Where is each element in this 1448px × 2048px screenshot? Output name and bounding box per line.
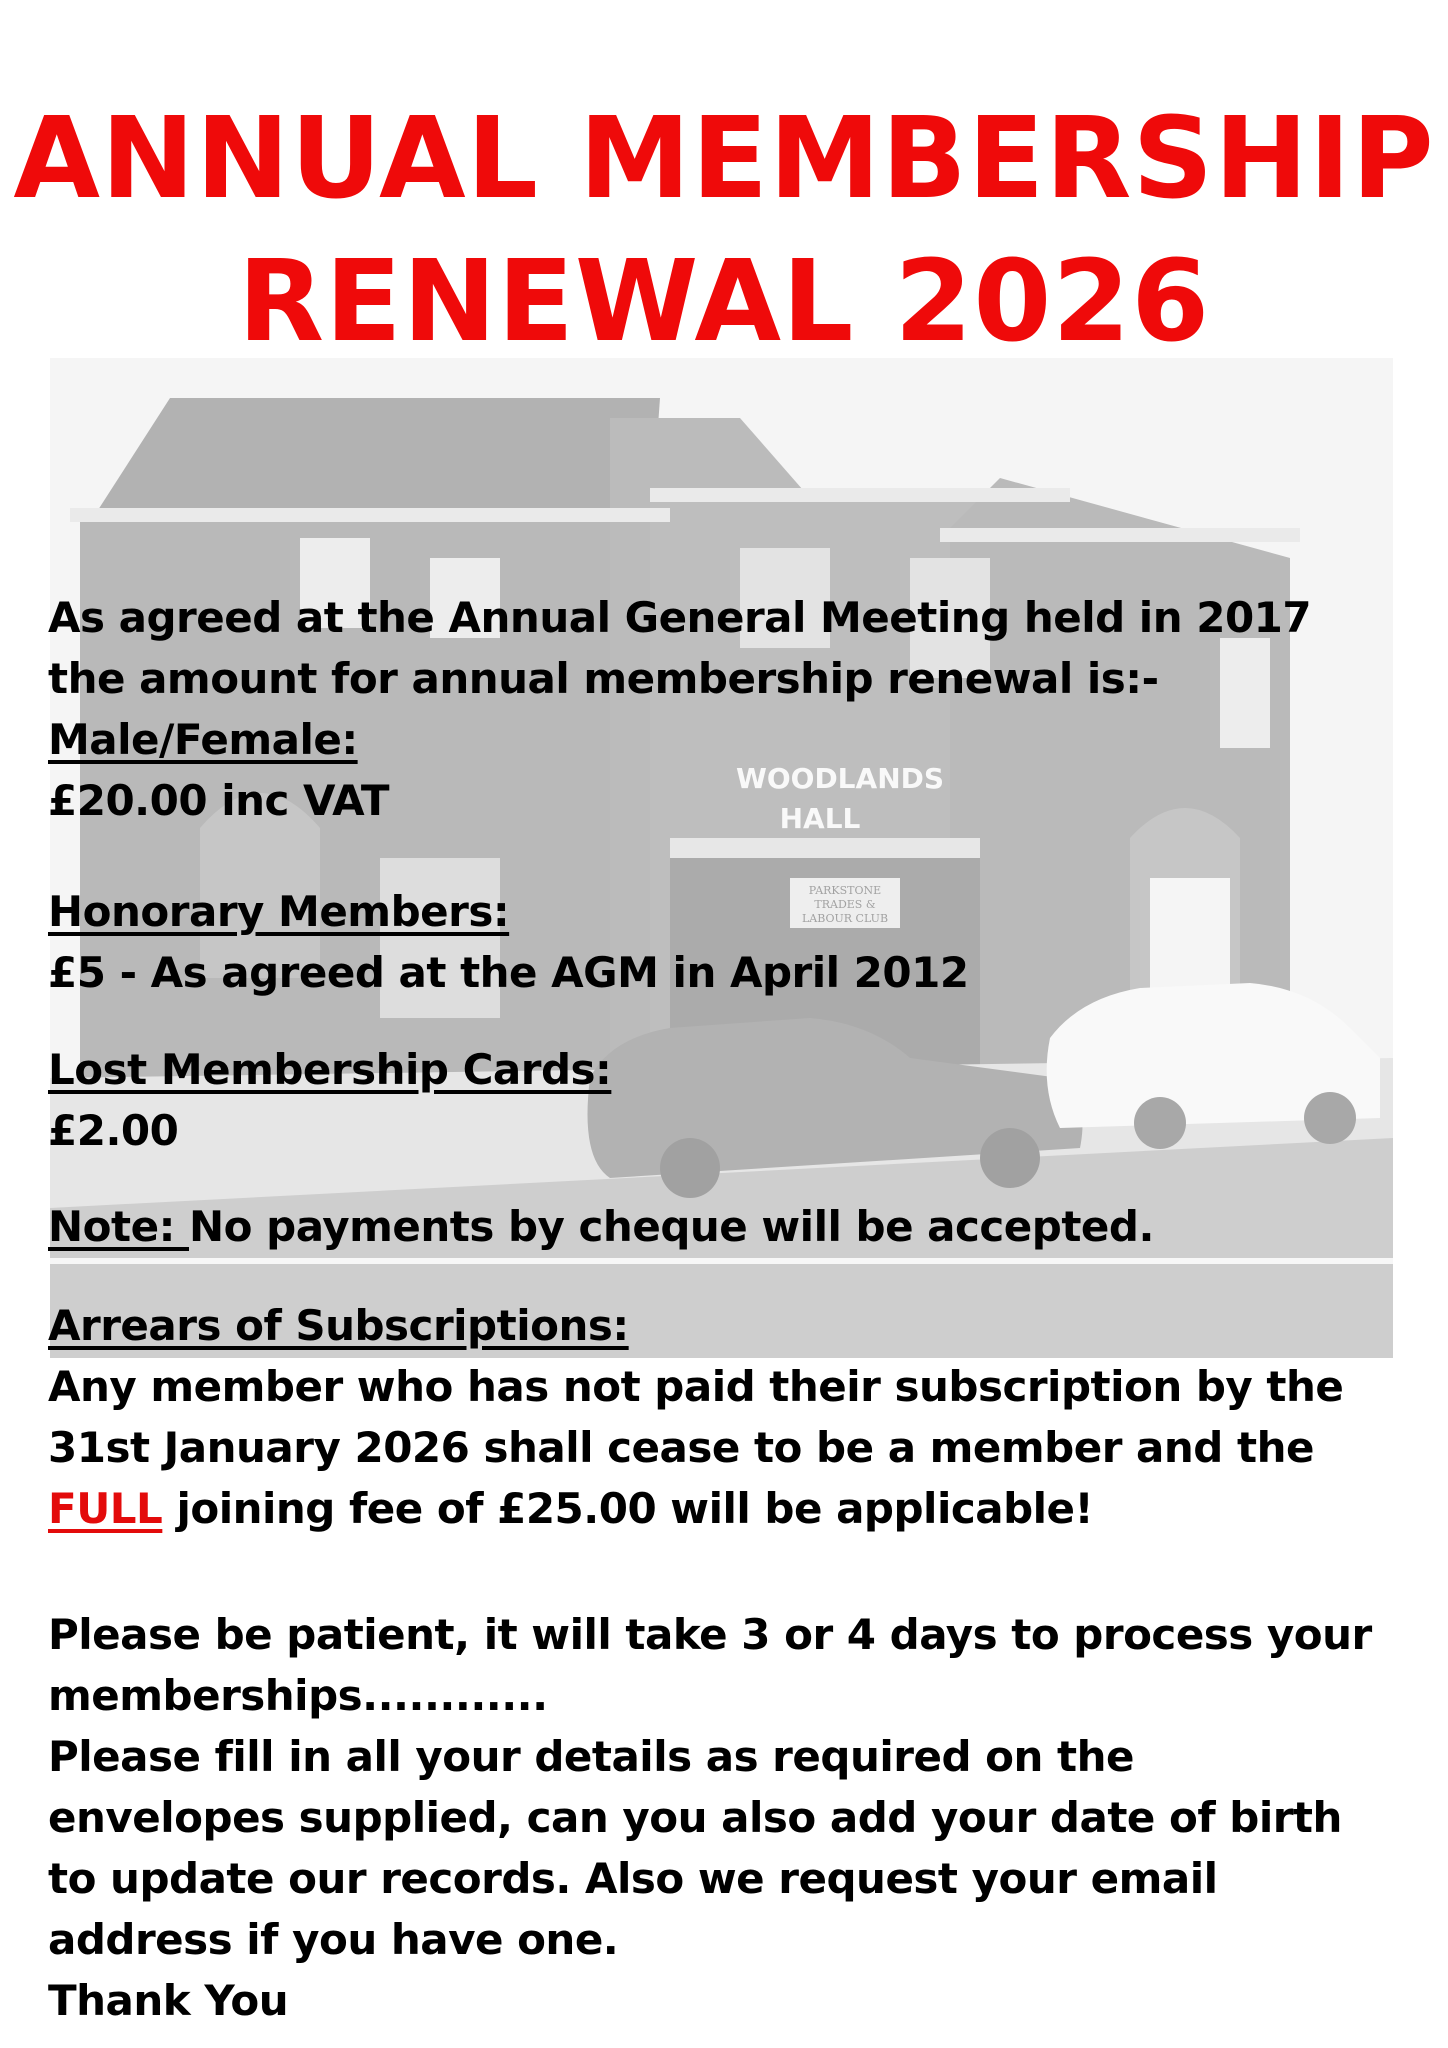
sign-line-2: HALL <box>779 802 861 835</box>
lost-cards-heading: Lost Membership Cards: <box>48 1045 612 1094</box>
intro-line-1: As agreed at the Annual General Meeting held in 2017 <box>48 593 1312 642</box>
closing-line-1: Please be patient, it will take 3 or 4 days to process your <box>48 1610 1372 1659</box>
plaque-line-3: LABOUR CLUB <box>801 912 889 925</box>
note-label: Note: <box>48 1202 189 1251</box>
sign-line-1: WOODLANDS <box>735 762 945 795</box>
arrears-line-2: 31st January 2026 shall cease to be a member and the <box>48 1423 1314 1472</box>
closing-section <box>48 1604 1418 2031</box>
thank-you: Thank You <box>48 1976 289 2025</box>
intro-section <box>48 587 1418 831</box>
male-female-heading: Male/Female: <box>48 715 358 764</box>
closing-line-3: Please fill in all your details as required on the <box>48 1732 1134 1781</box>
title-line-1: ANNUAL MEMBERSHIP <box>13 94 1435 224</box>
plaque-line-1: PARKSTONE <box>808 884 882 897</box>
honorary-value: £5 - As agreed at the AGM in April 2012 <box>48 948 969 997</box>
lost-cards-value: £2.00 <box>48 1106 179 1155</box>
arrears-line-3: joining fee of £25.00 will be applicable! <box>162 1484 1094 1533</box>
honorary-section <box>48 881 1418 1003</box>
honorary-heading: Honorary Members: <box>48 887 510 936</box>
arrears-section <box>48 1295 1418 1539</box>
closing-line-5: to update our records. Also we request your email <box>48 1854 1218 1903</box>
closing-line-6: address if you have one. <box>48 1915 619 1964</box>
title-line-2: RENEWAL 2026 <box>237 237 1211 367</box>
closing-line-2: memberships............ <box>48 1671 548 1720</box>
male-female-value: £20.00 inc VAT <box>48 776 390 825</box>
note-text: No payments by cheque will be accepted. <box>189 1202 1154 1251</box>
lost-cards-section <box>48 1039 1418 1161</box>
closing-line-4: envelopes supplied, can you also add your date of birth <box>48 1793 1342 1842</box>
intro-line-2: the amount for annual membership renewal is:- <box>48 654 1159 703</box>
plaque-line-2: TRADES & <box>814 898 876 911</box>
full-word: FULL <box>48 1484 163 1533</box>
arrears-heading: Arrears of Subscriptions: <box>48 1301 629 1350</box>
arrears-line-1: Any member who has not paid their subscription by the <box>48 1362 1344 1411</box>
note-section <box>48 1196 1418 1257</box>
